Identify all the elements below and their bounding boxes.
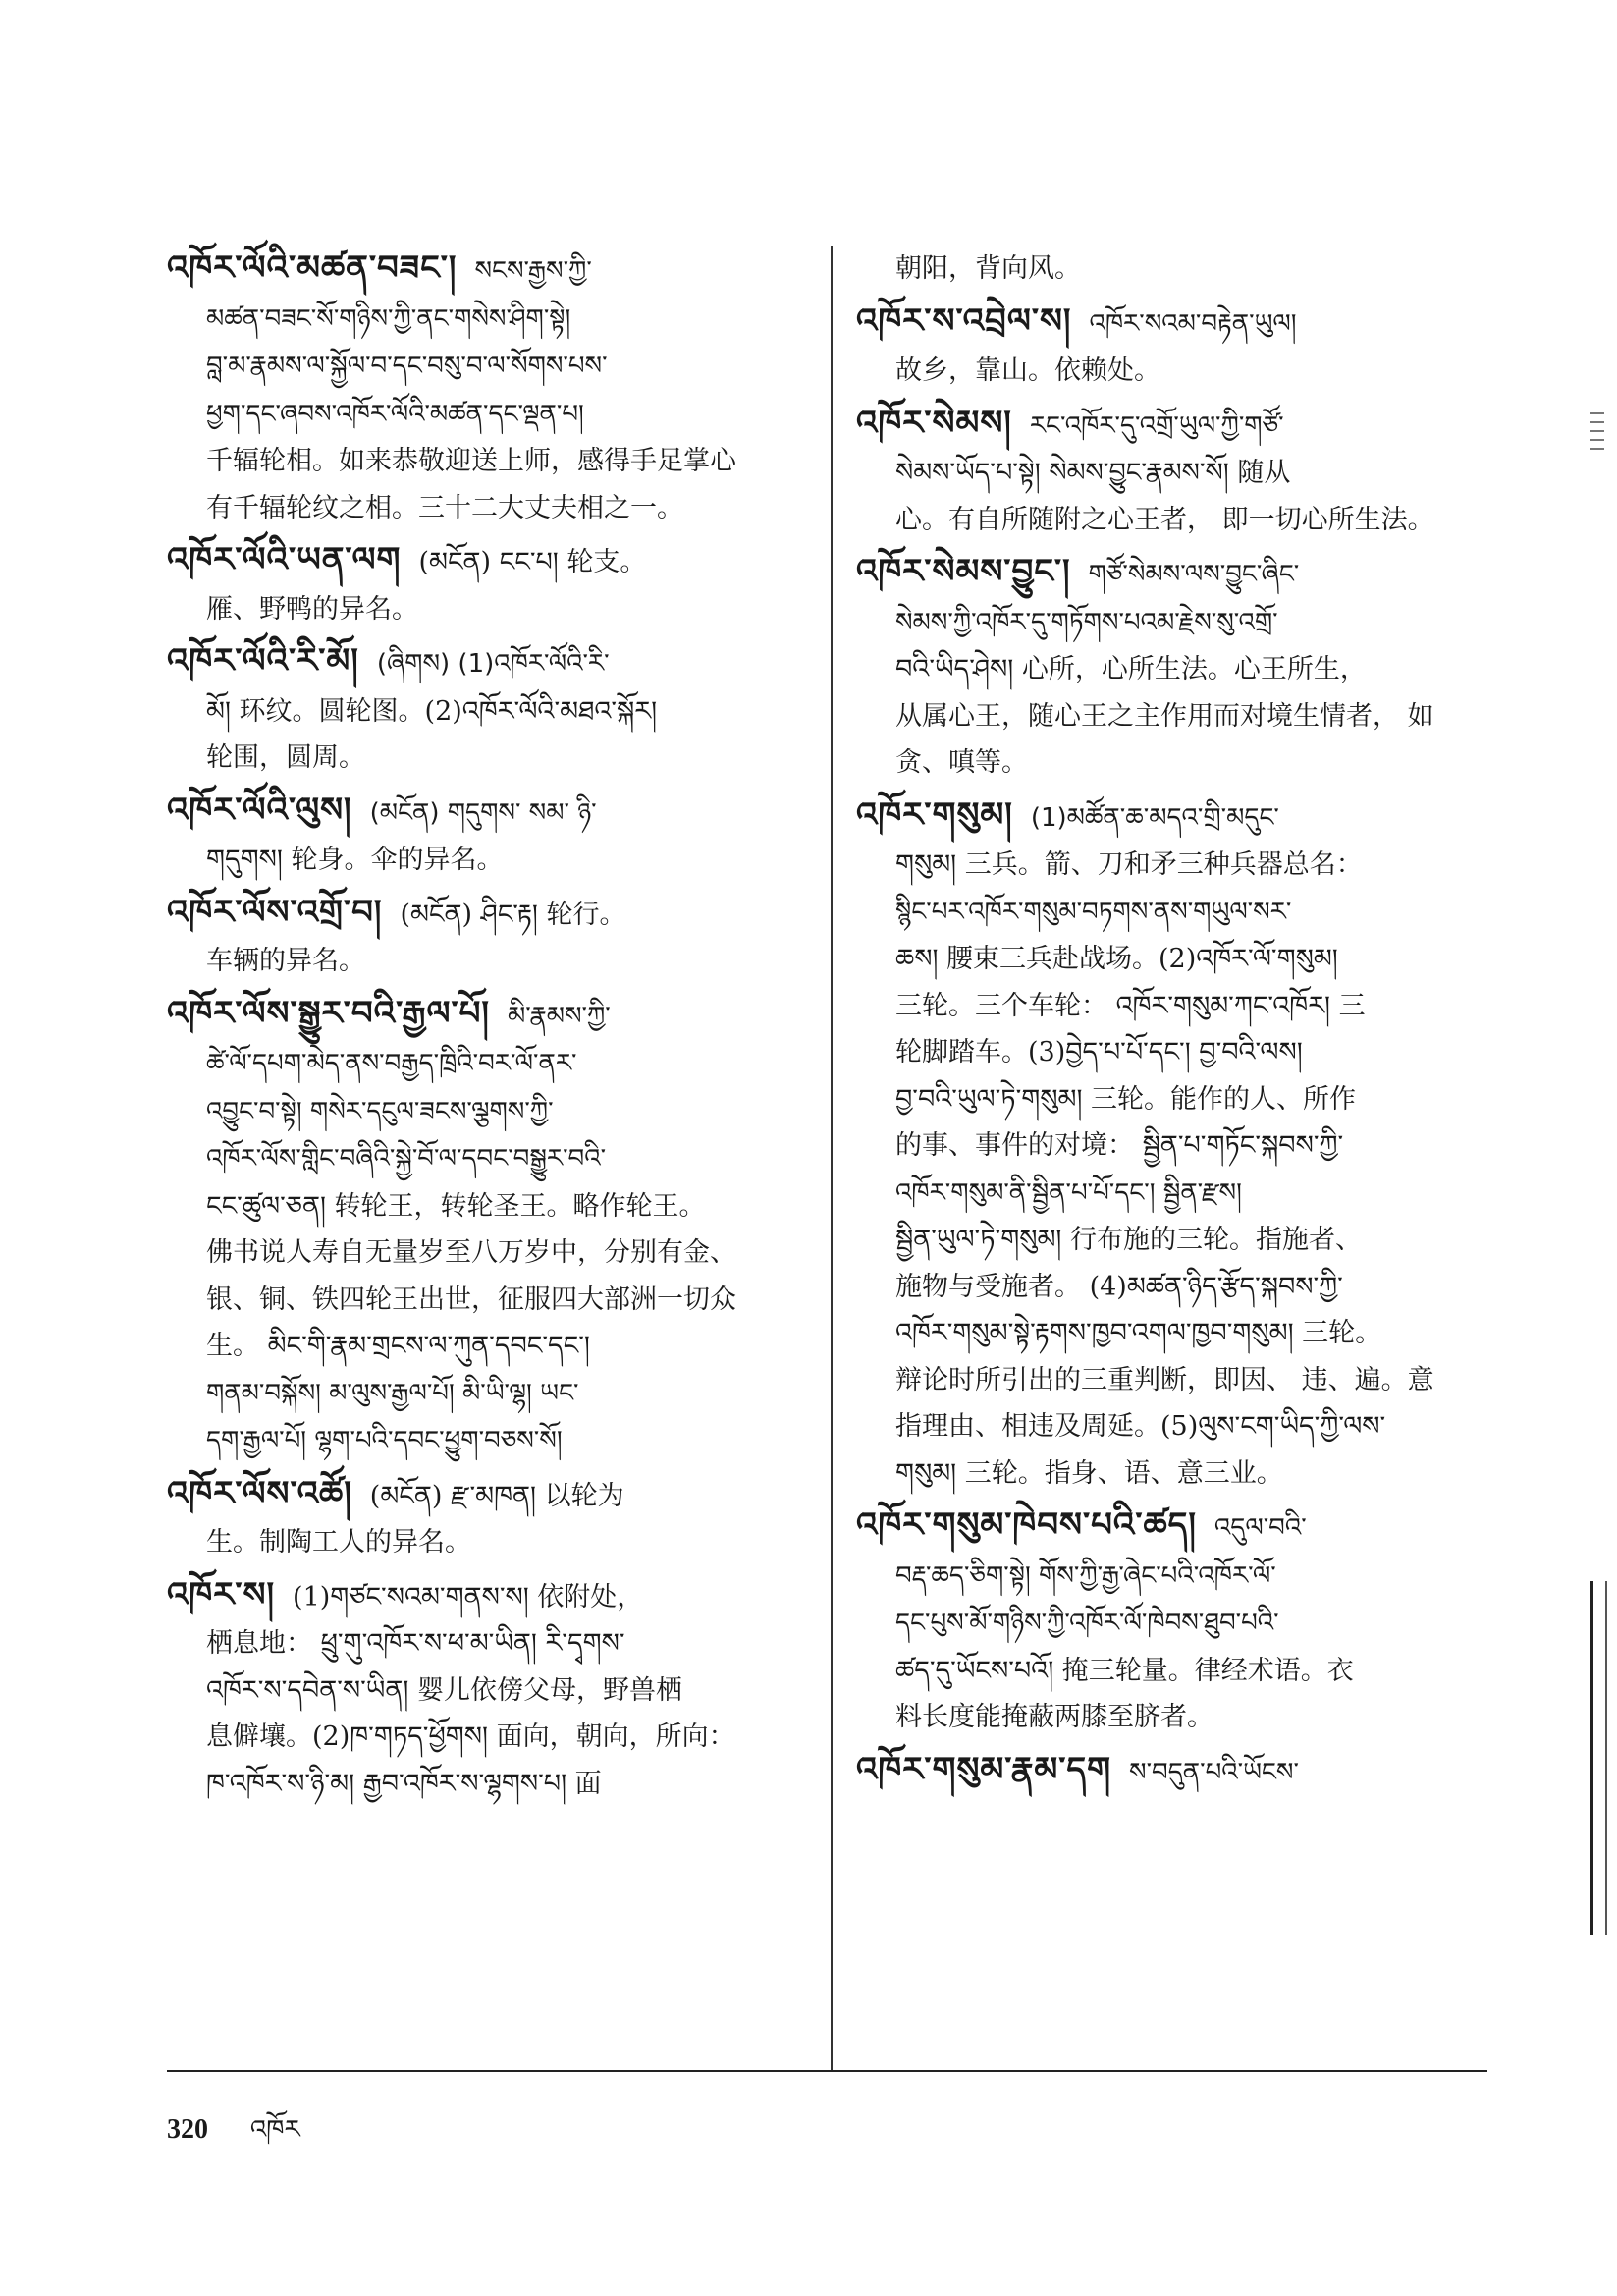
entry-text-line: 朝阳，背向风。 [895,253,1081,284]
entry-text-line: 贪、嗔等。 [895,747,1028,778]
entry-text-line: བྱ་བའི་ཡུལ་ཏེ་གསུམ། 三轮。能作的人、所作 [895,1083,1357,1115]
entry-headword: འཁོར་ལོའི་ལུས། [167,790,352,830]
entry-text-line: གནམ་བསྐོས། མ་ལུས་རྒྱལ་པོ། མི་ཡི་ལྷ། ཡང་ [206,1378,579,1408]
entry-text-line: ས་བདུན་པའི་ཡོངས་ [1129,1757,1299,1787]
dictionary-entry [167,890,795,985]
entry-text-line: སེམས་ཀྱི་འཁོར་དུ་གཏོགས་པའམ་རྗེས་སུ་འགྲོ་ [895,607,1278,637]
dictionary-entry [167,537,795,632]
entry-text-line: 栖息地： ཕྲུ་གུ་འཁོར་ས་ཕ་མ་ཡིན། རི་དྭགས་ [206,1628,625,1659]
dictionary-entry [856,1747,1484,1797]
entry-text-line: ཚེ་ལོ་དཔག་མེད་ནས་བརྒྱད་ཁྲིའི་བར་ལོ་ནར་ [206,1049,577,1078]
entry-text-line: 车辆的异名。 [206,946,365,976]
entry-text-line: མི་རྣམས་ཀྱི་ [507,1001,611,1031]
entry-headword: འཁོར་སེམས་བྱུང་། [856,552,1071,591]
entry-text-line: 心。有自所随附之心王者， 即一切心所生法。 [895,504,1434,535]
entry-text-line: (མངོན) ཤིང་རྟ། 轮行。 [400,899,626,930]
entry-text-line: འཁོར་ས་དབེན་ས་ཡིན། 婴儿依傍父母，野兽栖 [206,1674,682,1706]
entry-text-line: ཆས། 腰束三兵赴战场。(2)འཁོར་ལོ་གསུམ། [895,944,1338,974]
page-footer [167,2102,300,2173]
dictionary-entry [856,549,1484,787]
footer-rule [167,2070,1487,2072]
entry-text-line: 生。 མིང་གི་རྣམ་གྲངས་ལ་ཀུན་དབང་དང་། [206,1331,590,1361]
entry-text-line: 轮脚踏车。(3)བྱེད་པ་པོ་དང་། བྱ་བའི་ལས། [895,1037,1303,1067]
dictionary-entry [167,991,795,1465]
entry-text-line: (མངོན) གདུགས་ སམ་ ཉི་ [369,797,597,828]
entry-text-line: (མངོན) རྫ་མཁན། 以轮为 [369,1480,624,1511]
dictionary-entry [167,788,795,884]
entry-text-line: བླ་མ་རྣམས་ལ་སྐྱོལ་བ་དང་བསུ་བ་ལ་སོགས་པས་ [206,352,608,381]
entry-text-line: 料长度能掩蔽两膝至脐者。 [895,1702,1213,1732]
entry-headword: འཁོར་ས་འབྲེལ་ས། [856,301,1072,341]
entry-text-line: སྦྱིན་ཡུལ་ཏེ་གསུམ། 行布施的三轮。指施者、 [895,1225,1362,1255]
dictionary-entry [167,638,795,782]
entry-text-line: 故乡，靠山。依赖处。 [895,355,1160,386]
entry-text-line: འཁོར་གསུམ་ནི་སྦྱིན་པ་པོ་དང་། སྦྱིན་རྫས། [895,1177,1242,1208]
dictionary-entry [167,246,795,531]
entry-text-line: 轮围，圆周。 [206,742,365,773]
entry-text-line: (ཞིགས) (1)འཁོར་ལོའི་རི་ [376,649,610,679]
entry-headword: འཁོར་ལོའི་རི་མོ། [167,641,359,681]
entry-text-line: 指理由、相违及周延。(5)ལུས་ངག་ཡིད་ཀྱི་ལས་ [895,1411,1386,1442]
entry-text-line: སངས་རྒྱས་ཀྱི་ [474,256,592,286]
entry-text-line: གསུམ། 三兵。箭、刀和矛三种兵器总名： [895,849,1363,880]
entry-headword: འཁོར་སེམས། [856,403,1012,443]
entry-text-line: དང་པུས་མོ་གཉིས་ཀྱི་འཁོར་ལོ་ཁེབས་ཐུབ་པའི་ [895,1609,1279,1638]
entry-headword: འཁོར་གསུམ་རྣམ་དག [856,1749,1112,1789]
entry-text-line: མོ། 环纹。圆轮图。(2)འཁོར་ལོའི་མཐའ་སྐོར། [206,695,658,727]
entry-headword: འཁོར་ལོའི་མཚན་བཟང་། [167,248,458,288]
entry-text-line: གཙོ་སེམས་ལས་བྱུང་ཞིང་ [1088,560,1300,589]
entry-headword: འཁོར་གསུམ། [856,794,1013,835]
dictionary-entry [167,1471,795,1566]
dictionary-entry [167,1572,795,1808]
entry-text-line: (མངོན) ངང་པ། 轮支。 [418,547,647,577]
entry-text-line: རང་འཁོར་དུ་འགྲོ་ཡུལ་ཀྱི་གཙོ་ [1029,410,1284,441]
entry-text-line: དག་རྒྱལ་པོ། ལྷག་པའི་དབང་ཕྱུག་བཅས་སོ། [206,1426,563,1455]
dictionary-entry [856,401,1484,544]
entry-headword: འཁོར་ལོས་སྒྱུར་བའི་རྒྱལ་པོ། [167,993,490,1033]
right-column [856,246,1484,1802]
entry-headword: འཁོར་གསུམ་ཁེབས་པའི་ཚད། [856,1505,1197,1545]
entry-text-line: 雁、野鸭的异名。 [206,593,418,625]
entry-text-line: 息僻壤。(2)ཁ་གཏད་ཕྱོགས། 面向，朝向，所向： [206,1722,735,1752]
column-divider [831,246,833,2072]
entry-text-line: 的事、事件的对境： སྦྱིན་པ་གཏོང་སྐབས་ཀྱི་ [895,1130,1344,1161]
entry-text-line: ཁ་འཁོར་ས་ཉི་མ། རྒྱབ་འཁོར་ས་ལྷགས་པ། 面 [206,1768,602,1799]
entry-text-line: སེམས་ཡོད་པ་སྟེ། སེམས་བྱུང་རྣམས་སོ། 随从 [895,458,1291,488]
entry-text-line: 辩论时所引出的三重判断，即因、 违、遍。意 [895,1364,1434,1395]
entry-text-line: འཁོར་གསུམ་སྟེ་རྟགས་ཁྱབ་འགལ་ཁྱབ་གསུམ། 三轮。 [895,1318,1382,1348]
left-column [167,246,795,1813]
page-edge-marks [1590,412,1604,511]
entry-text-line: 有千辐轮纹之相。三十二大丈夫相之一。 [206,492,683,523]
entry-text-line: (1)གཙང་སའམ་གནས་ས། 依附处， [293,1581,644,1613]
entry-text-line: 佛书说人寿自无量岁至八万岁中，分别有金、 [206,1237,736,1268]
dictionary-entry [856,1503,1484,1741]
running-head: འཁོར [249,2115,300,2145]
entry-text-line: གདུགས། 轮身。伞的异名。 [206,845,504,875]
page-edge-bar [1590,1581,1607,1935]
entry-text-line: གསུམ། 三轮。指身、语、意三业。 [895,1457,1283,1489]
entry-text-line: 千辐轮相。如来恭敬迎送上师，感得手足掌心 [206,446,736,476]
entry-text-line: འབྱུང་བ་སྟེ། གསེར་དངུལ་ཟངས་ལྕགས་ཀྱི་ [206,1096,554,1126]
entry-text-line: 银、铜、铁四轮王出世，征服四大部洲一切众 [206,1284,736,1315]
entry-text-line: མཚན་བཟང་སོ་གཉིས་ཀྱི་ནང་གསེས་ཤིག་སྟེ། [206,303,571,334]
entry-text-line: འདུལ་བའི་ [1213,1513,1307,1543]
entry-headword: འཁོར་ལོས་འགྲོ་བ། [167,892,383,932]
entry-text-line: 三轮。三个车轮： འཁོར་གསུམ་ཀང་འཁོར། 三 [895,990,1366,1021]
entry-text-line: བརྡ་ཆད་ཅིག་སྟེ། གོས་ཀྱི་རྒྱ་ཞེང་པའི་འཁོར་ལོ་ [895,1560,1276,1591]
entry-text-line: སྙིང་པར་འཁོར་གསུམ་བཏགས་ནས་གཡུལ་སར་ [895,897,1292,927]
entry-headword: འཁོར་ལོས་འཚོ། [167,1473,352,1513]
entry-text-line: ཚད་དུ་ཡོངས་པའོ། 掩三轮量。律经术语。衣 [895,1655,1354,1686]
dictionary-entry [856,246,1484,293]
entry-headword: འཁོར་ས། [167,1574,276,1614]
dictionary-entry [856,793,1484,1498]
entry-text-line: 从属心王，随心王之主作用而对境生情者， 如 [895,700,1434,732]
entry-text-line: ངང་ཚུལ་ཅན། 转轮王，转轮圣王。略作轮王。 [206,1190,706,1222]
entry-text-line: འཁོར་སའམ་བརྟེན་ཡུལ། [1089,308,1297,339]
entry-text-line: 生。制陶工人的异名。 [206,1527,471,1558]
entry-headword: འཁོར་ལོའི་ཡན་ལག [167,540,402,579]
entry-text-line: བའི་ཡིད་ཤེས། 心所，心所生法。心王所生， [895,654,1367,684]
dictionary-entry [856,299,1484,395]
entry-text-line: 施物与受施者。 (4)མཚན་ཉིད་རྩོད་སྐབས་ཀྱི་ [895,1271,1343,1302]
entry-text-line: འཁོར་ལོས་གླིང་བཞིའི་སྐྱེ་བོ་ལ་དབང་བསྒྱུར་བའི་ [206,1144,607,1174]
entry-text-line: ཕྱག་དང་ཞབས་འཁོར་ལོའི་མཚན་དང་ལྡན་པ། [206,399,584,429]
page-number: 320 [167,2114,208,2145]
entry-text-line: (1)མཚོན་ཆ་མདའ་གྲི་མདུང་ [1030,802,1279,833]
